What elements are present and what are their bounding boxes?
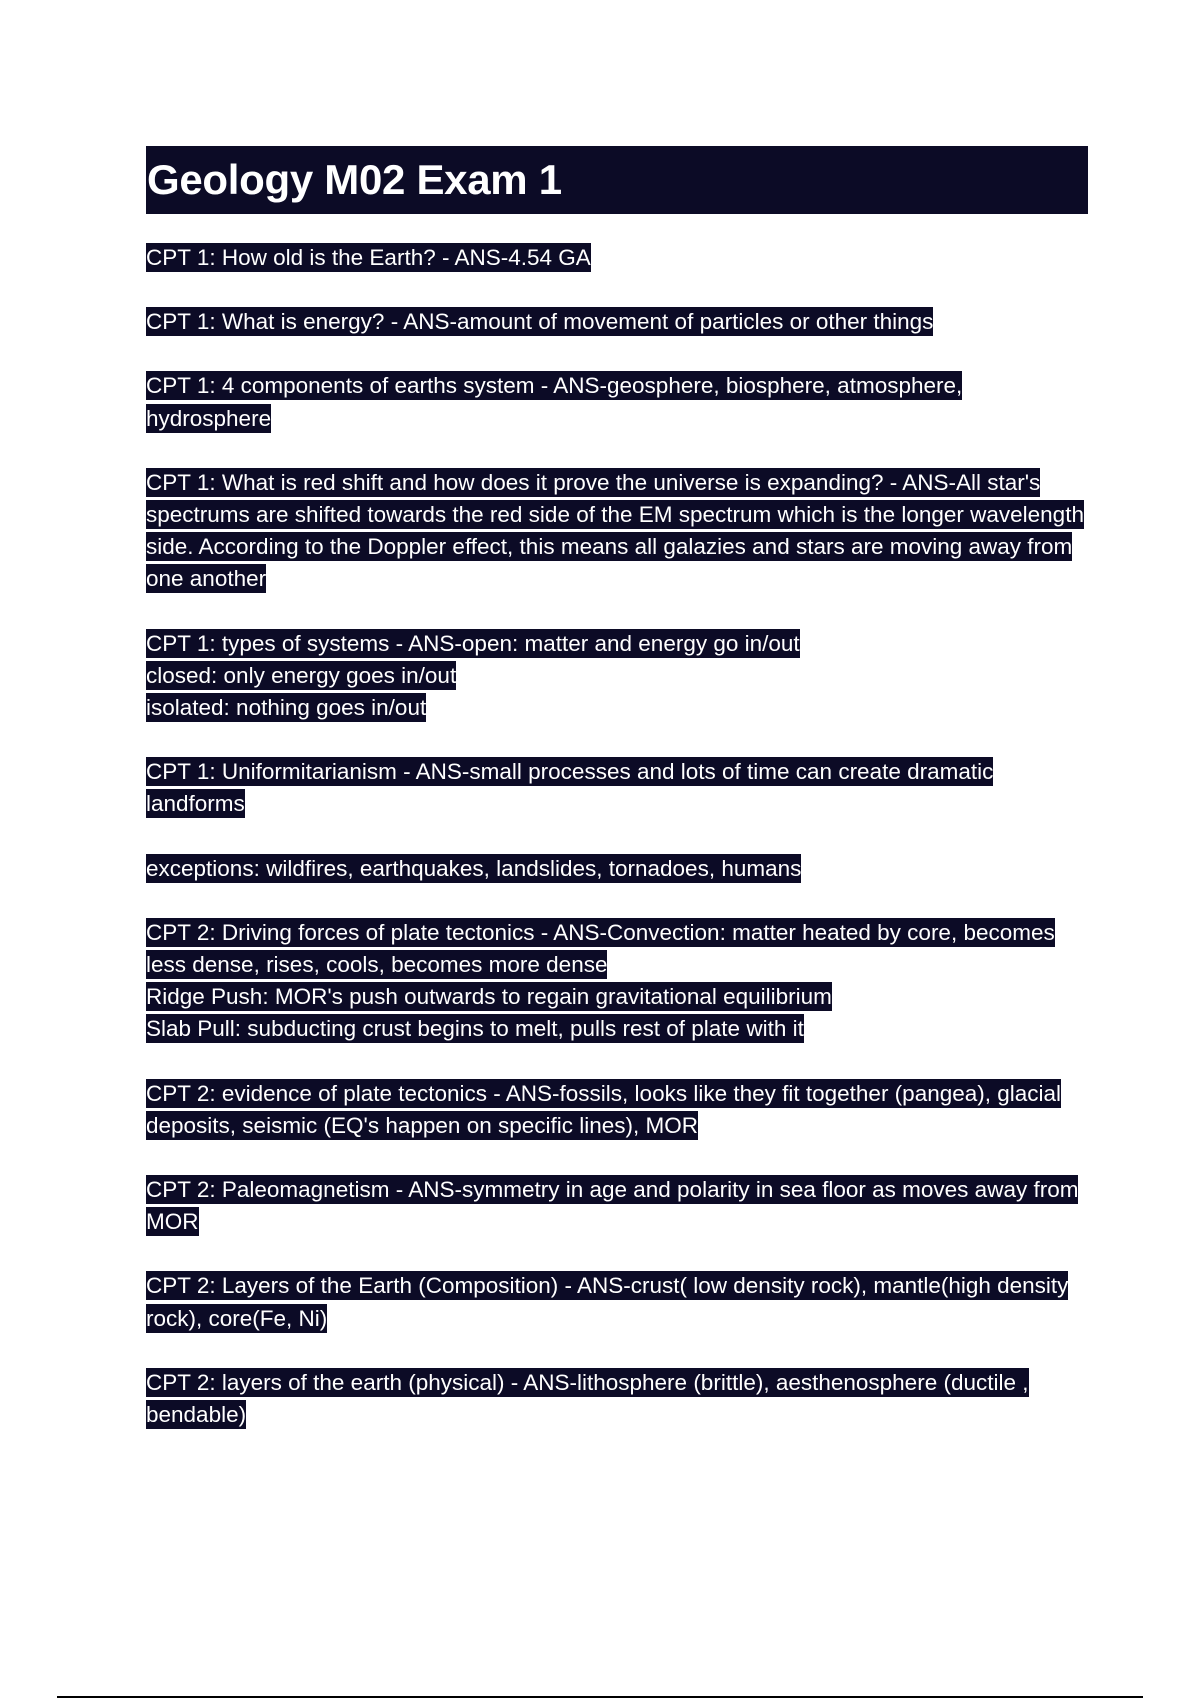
flashcard-text-line: CPT 1: How old is the Earth? - ANS-4.54 GA <box>146 245 591 270</box>
flashcard-entry <box>146 1270 1088 1334</box>
flashcard-entry <box>146 242 1088 274</box>
flashcard-text-line: CPT 1: Uniformitarianism - ANS-small processes and lots of time can create dramatic landforms <box>146 759 994 817</box>
flashcard-text-line: CPT 2: layers of the earth (physical) - ANS-lithosphere (brittle), aesthenosphere (ductile , bendable) <box>146 1369 1029 1428</box>
flashcard-entry <box>146 370 1088 434</box>
flashcard-entry <box>146 756 1088 820</box>
flashcard-text-line: CPT 2: Driving forces of plate tectonics - ANS-Convection: matter heated by core, becomes less dense, rises, cools, becomes more dense <box>146 919 1055 978</box>
flashcard-list <box>146 242 1088 1431</box>
flashcard-text-line: Slab Pull: subducting crust begins to melt, pulls rest of plate with it <box>146 1016 804 1042</box>
title-bar <box>146 146 1088 214</box>
flashcard-text-line: CPT 1: types of systems - ANS-open: matter and energy go in/out <box>146 630 800 656</box>
flashcard-text-line: CPT 1: What is energy? - ANS-amount of movement of particles or other things <box>146 309 934 335</box>
flashcard-entry <box>146 917 1088 1046</box>
flashcard-entry <box>146 467 1088 596</box>
flashcard-text-line: Ridge Push: MOR's push outwards to regain gravitational equilibrium <box>146 984 832 1010</box>
flashcard-text-line: CPT 2: Layers of the Earth (Composition) - ANS-crust( low density rock), mantle(high density rock), core(Fe, Ni) <box>146 1273 1069 1331</box>
page-bottom-rule <box>57 1696 1143 1698</box>
flashcard-entry <box>146 1367 1088 1431</box>
flashcard-entry <box>146 1174 1088 1238</box>
flashcard-entry <box>146 306 1088 338</box>
flashcard-text-line: CPT 1: What is red shift and how does it prove the universe is expanding? - ANS-All star's spectrums are shifted towards the red side of the EM spectrum which is the longer wavelength side. According to the Doppler effect, this means all galazies and stars are moving away from one another <box>146 469 1084 592</box>
flashcard-text-line: closed: only energy goes in/out <box>146 662 457 688</box>
flashcard-text-line: CPT 2: evidence of plate tectonics - ANS-fossils, looks like they fit together (pangea), glacial deposits, seismic (EQ's happen on specific lines), MOR <box>146 1080 1062 1138</box>
flashcard-entry <box>146 1078 1088 1142</box>
flashcard-text-line: CPT 2: Paleomagnetism - ANS-symmetry in age and polarity in sea floor as moves away from MOR <box>146 1177 1079 1235</box>
document-page <box>146 146 1088 1463</box>
document-title: Geology M02 Exam 1 <box>147 156 562 203</box>
flashcard-text-line: isolated: nothing goes in/out <box>146 695 427 721</box>
flashcard-text-line: CPT 1: 4 components of earths system - ANS-geosphere, biosphere, atmosphere, hydrosphere <box>146 373 963 431</box>
flashcard-entry <box>146 853 1088 885</box>
flashcard-entry <box>146 628 1088 725</box>
flashcard-text-line: exceptions: wildfires, earthquakes, landslides, tornadoes, humans <box>146 855 802 881</box>
